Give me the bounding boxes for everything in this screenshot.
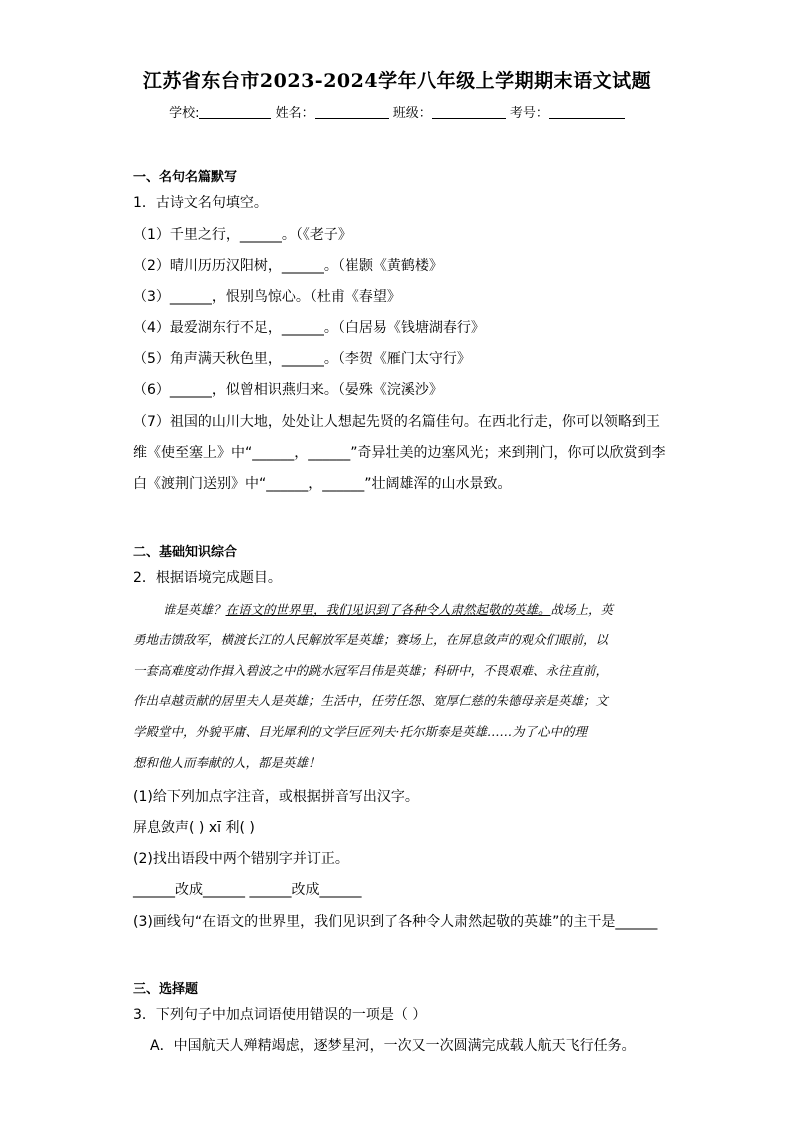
passage-line: 一套高难度动作揖入碧波之中的跳水冠军吕伟是英雄；科研中，不畏艰难、永往直前，	[133, 663, 609, 678]
section-heading: 二、基础知识综合	[133, 545, 238, 560]
option-a: A．中国航天人殚精竭虑，逐梦星河，一次又一次圆满完成载人航天飞行任务。	[150, 1038, 636, 1054]
school-blank[interactable]	[199, 105, 271, 119]
sub-question: (1)给下列加点字注音，或根据拼音写出汉字。	[133, 789, 419, 805]
class-blank[interactable]	[432, 105, 506, 119]
passage-line: 想和他人而奉献的人，都是英雄！	[133, 755, 321, 770]
sub-question-items: ______改成______ ______改成______	[133, 882, 362, 898]
sub-question: (2)找出语段中两个错别字并订正。	[133, 851, 349, 867]
exam-no-label: 考号：	[509, 106, 549, 121]
name-label: 姓名：	[275, 106, 315, 121]
passage-line: 勇地击馈敌军，横渡长江的人民解放军是英雄；赛场上，在屏息敛声的观众们眼前，以	[133, 632, 609, 647]
school-label: 学校:	[169, 106, 200, 121]
sub-question-items: 屏息敛声( ) xī 利( )	[133, 820, 255, 836]
exam-no-blank[interactable]	[549, 105, 625, 119]
question-item: 白《渡荆门送别》中“______，______”壮阔雄浑的山水景致。	[133, 476, 512, 492]
question-item: 维《使至塞上》中“______，______”奇异壮美的边塞风光；来到荆门，你可以欣赏到李	[133, 445, 666, 461]
exam-title: 江苏省东台市2023-2024学年八年级上学期期末语文试题	[142, 70, 652, 92]
passage-text: 谁是英雄？	[163, 602, 226, 617]
class-label: 班级：	[392, 106, 432, 121]
question-item: （2）晴川历历汉阳树，______。（崔颢《黄鹤楼》	[133, 258, 443, 274]
passage-line: 作出卓越贡献的居里夫人是英雄；生活中，任劳任怨、宽厚仁慈的朱德母亲是英雄；文	[133, 693, 609, 708]
student-info-row	[0, 102, 794, 121]
question-item: （7）祖国的山川大地，处处让人想起先贤的名篇佳句。在西北行走，你可以领略到王	[133, 414, 660, 430]
section-heading: 一、名句名篇默写	[133, 170, 238, 185]
question-stem: 1．古诗文名句填空。	[133, 195, 268, 211]
passage-line: 学殿堂中，外貌平庸、目光犀利的文学巨匠列夫·托尔斯泰是英雄……为了心中的理	[133, 724, 587, 739]
question-item: （1）千里之行，______。（《老子》	[133, 227, 352, 243]
question-stem: 3．下列句子中加点词语使用错误的一项是（ ）	[133, 1007, 427, 1023]
question-stem: 2．根据语境完成题目。	[133, 570, 282, 586]
question-item: （4）最爱湖东行不足，______。（白居易《钱塘湖春行》	[133, 320, 485, 336]
passage-text: 战场上，英	[550, 602, 614, 617]
underlined-sentence: 在语文的世界里，我们见识到了各种令人肃然起敬的英雄。	[225, 602, 551, 617]
passage-line	[163, 600, 691, 618]
sub-question: (3)画线句“在语文的世界里，我们见识到了各种令人肃然起敬的英雄”的主干是______	[133, 914, 658, 930]
section-heading: 三、选择题	[133, 982, 199, 997]
name-blank[interactable]	[315, 105, 389, 119]
question-item: （3）______，恨别鸟惊心。（杜甫《春望》	[133, 289, 401, 305]
question-item: （6）______，似曾相识燕归来。（晏殊《浣溪沙》	[133, 382, 443, 398]
question-item: （5）角声满天秋色里，______。（李贺《雁门太守行》	[133, 351, 471, 367]
